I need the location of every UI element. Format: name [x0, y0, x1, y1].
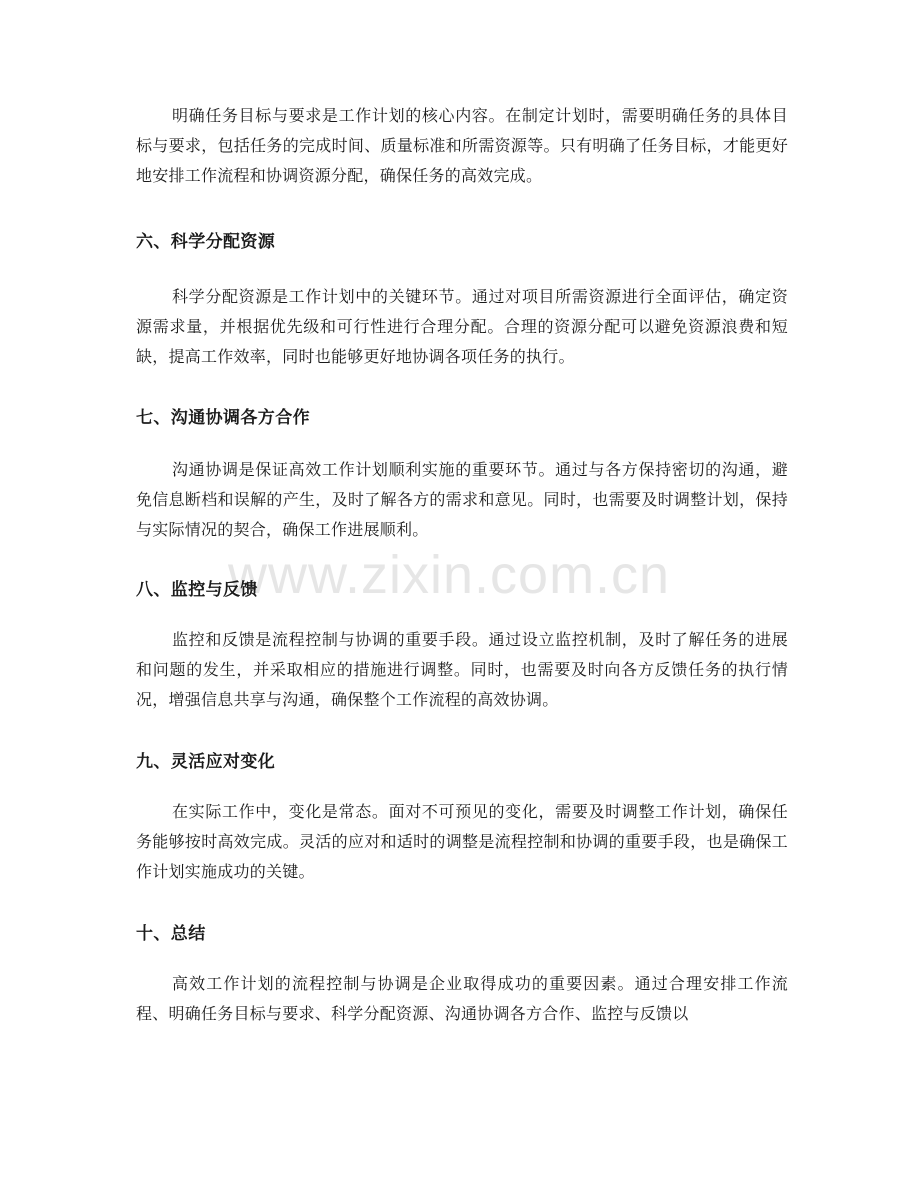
heading-section-7: 七、沟通协调各方合作 [136, 408, 310, 428]
heading-section-9: 九、灵活应对变化 [136, 752, 276, 772]
paragraph-section-6: 科学分配资源是工作计划中的关键环节。通过对项目所需资源进行全面评估，确定资源需求量，并根据优先级和可行性进行合理分配。合理的资源分配可以避免资源浪费和短缺，提高工作效率，同时也能够更好地协调各项任务的执行。 [136, 287, 788, 366]
heading-section-6: 六、科学分配资源 [136, 232, 276, 252]
paragraph-intro: 明确任务目标与要求是工作计划的核心内容。在制定计划时，需要明确任务的具体目标与要求，包括任务的完成时间、质量标准和所需资源等。只有明确了任务目标，才能更好地安排工作流程和协调资源分配，确保任务的高效完成。 [136, 106, 788, 185]
paragraph-section-10: 高效工作计划的流程控制与协调是企业取得成功的重要因素。通过合理安排工作流程、明确任务目标与要求、科学分配资源、沟通协调各方合作、监控与反馈以 [136, 974, 788, 1023]
watermark: www.zixin.com.cn [228, 545, 671, 605]
paragraph-section-8: 监控和反馈是流程控制与协调的重要手段。通过设立监控机制，及时了解任务的进展和问题的发生，并采取相应的措施进行调整。同时，也需要及时向各方反馈任务的执行情况，增强信息共享与沟通，确保整个工作流程的高效协调。 [136, 630, 788, 709]
heading-section-10: 十、总结 [136, 924, 206, 944]
paragraph-section-7: 沟通协调是保证高效工作计划顺利实施的重要环节。通过与各方保持密切的沟通，避免信息断档和误解的产生，及时了解各方的需求和意见。同时，也需要及时调整计划，保持与实际情况的契合，确保工作进展顺利。 [136, 460, 788, 539]
paragraph-section-9: 在实际工作中，变化是常态。面对不可预见的变化，需要及时调整工作计划，确保任务能够按时高效完成。灵活的应对和适时的调整是流程控制和协调的重要手段，也是确保工作计划实施成功的关键。 [136, 802, 788, 881]
heading-section-8: 八、监控与反馈 [136, 580, 258, 600]
